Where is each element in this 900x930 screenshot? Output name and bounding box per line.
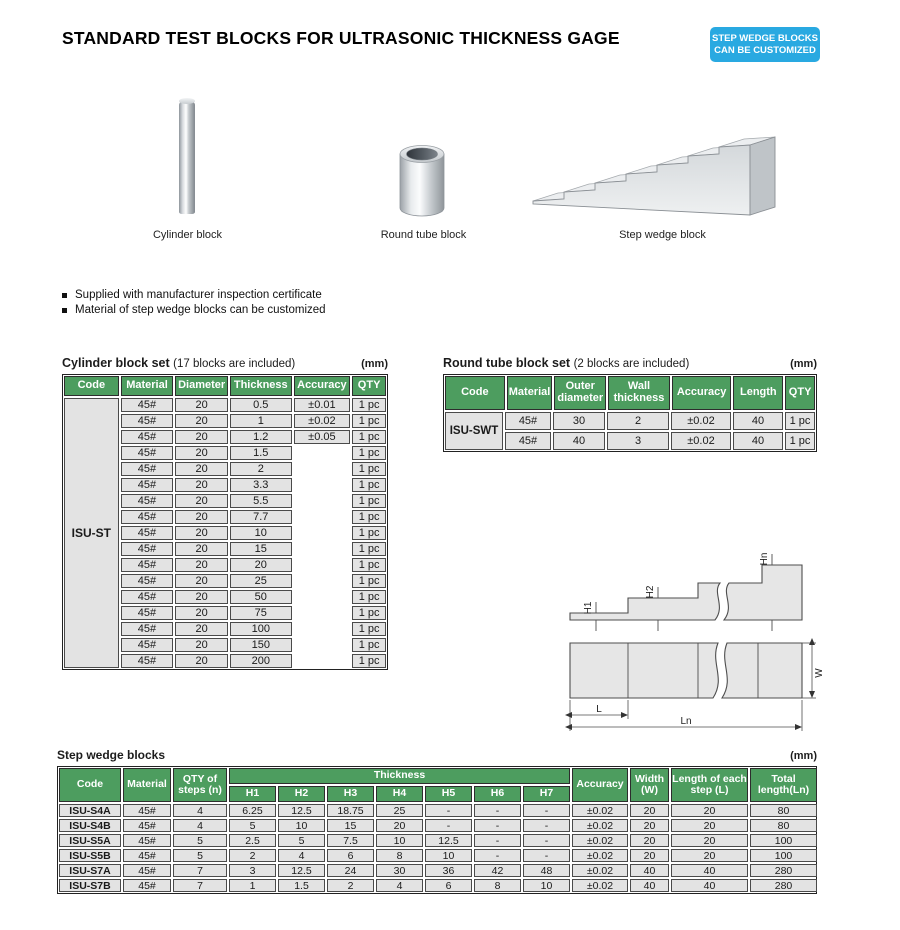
table-cell: - (523, 834, 570, 847)
column-header: Length of each step (L) (671, 768, 748, 802)
column-header: H2 (278, 786, 325, 802)
table-cell: 20 (671, 804, 748, 817)
table-cell: 8 (376, 849, 423, 862)
table-cell: ±0.02 (572, 849, 628, 862)
table-cell: 20 (175, 622, 228, 636)
table-cell: 7.5 (327, 834, 374, 847)
table-cell: 25 (230, 574, 292, 588)
step-wedge-dimension-diagram (550, 528, 870, 733)
table-cell: 1 pc (352, 478, 386, 492)
table-cell: ±0.02 (671, 432, 731, 450)
table-cell: 1 pc (785, 432, 815, 450)
column-header: H3 (327, 786, 374, 802)
table-cell: 20 (630, 849, 669, 862)
table-cell: 5 (173, 849, 227, 862)
table-cell: 1.5 (230, 446, 292, 460)
cylinder-unit-label: (mm) (361, 358, 388, 370)
table-cell: 1 pc (785, 412, 815, 430)
table-cell: 45# (121, 526, 174, 540)
table-cell: 1 (229, 879, 276, 892)
table-cell: 10 (376, 834, 423, 847)
column-header: Material (123, 768, 171, 802)
table-cell: 45# (123, 849, 171, 862)
table-cell: 1 pc (352, 462, 386, 476)
table-cell: 20 (175, 478, 228, 492)
column-header: QTY (352, 376, 386, 396)
table-cell: 0.5 (230, 398, 292, 412)
accuracy-cell: ±0.05 (294, 430, 351, 444)
table-cell: 12.5 (278, 804, 325, 817)
table-cell: 40 (733, 412, 783, 430)
table-cell: 5 (278, 834, 325, 847)
column-header: H7 (523, 786, 570, 802)
table-cell: 45# (123, 804, 171, 817)
step-wedge-table (57, 766, 817, 894)
table-cell: 280 (750, 879, 817, 892)
column-header: Accuracy (572, 768, 628, 802)
column-header: H1 (229, 786, 276, 802)
table-cell: 4 (173, 804, 227, 817)
step-wedge-section (57, 748, 817, 894)
table-cell: 1 pc (352, 494, 386, 508)
table-cell: 40 (630, 879, 669, 892)
table-cell: 1 pc (352, 446, 386, 460)
table-cell: 6.25 (229, 804, 276, 817)
table-cell: ±0.02 (572, 879, 628, 892)
column-header: H4 (376, 786, 423, 802)
table-cell: 20 (630, 819, 669, 832)
code-cell: ISU-S4A (59, 804, 121, 817)
bullet-text: Material of step wedge blocks can be customized (75, 304, 326, 316)
cylinder-block-label: Cylinder block (152, 229, 223, 241)
bullet-item (62, 304, 326, 316)
customization-badge (710, 27, 820, 62)
table-cell: 6 (425, 879, 472, 892)
table-cell: 20 (671, 849, 748, 862)
table-cell: 3 (229, 864, 276, 877)
table-cell: 25 (376, 804, 423, 817)
table-cell: - (474, 834, 521, 847)
badge-line2: CAN BE CUSTOMIZED (714, 44, 816, 56)
table-cell: 45# (121, 574, 174, 588)
column-header: Outer diameter (554, 376, 606, 410)
table-cell: ±0.02 (671, 412, 731, 430)
table-cell: 45# (121, 398, 174, 412)
bullet-item (62, 289, 326, 301)
code-cell: ISU-S5A (59, 834, 121, 847)
table-cell: 100 (230, 622, 292, 636)
table-cell: ±0.02 (572, 819, 628, 832)
table-cell: 1 pc (352, 654, 386, 668)
table-cell: 100 (750, 834, 817, 847)
table-cell: 45# (121, 478, 174, 492)
column-header: Accuracy (294, 376, 351, 396)
table-cell: 45# (121, 430, 174, 444)
table-cell: 100 (750, 849, 817, 862)
thickness-column (230, 398, 292, 668)
table-cell: 80 (750, 804, 817, 817)
table-cell: 45# (121, 462, 174, 476)
table-cell: - (474, 819, 521, 832)
table-cell: 45# (121, 510, 174, 524)
round-tube-table (443, 374, 817, 452)
table-cell: 42 (474, 864, 521, 877)
dim-label-ln: Ln (680, 716, 692, 727)
table-cell: 45# (123, 879, 171, 892)
table-cell: 20 (175, 654, 228, 668)
table-cell: - (425, 804, 472, 817)
dim-label-h1: H1 (583, 601, 594, 615)
table-cell: 2 (229, 849, 276, 862)
table-cell: ±0.02 (572, 804, 628, 817)
table-cell: 45# (123, 864, 171, 877)
table-cell: 45# (121, 542, 174, 556)
table-cell: 1.2 (230, 430, 292, 444)
step-wedge-table-header (59, 768, 815, 802)
table-cell: 1 pc (352, 558, 386, 572)
cylinder-block-image (179, 100, 195, 214)
table-cell: 45# (121, 622, 174, 636)
code-cell: ISU-S7B (59, 879, 121, 892)
table-cell: 280 (750, 864, 817, 877)
table-row (59, 879, 815, 892)
table-cell: 2 (327, 879, 374, 892)
table-cell: 15 (327, 819, 374, 832)
step-wedge-rows (59, 804, 815, 892)
table-cell: 1 pc (352, 430, 386, 444)
accuracy-cell: ±0.02 (294, 414, 351, 428)
table-cell: 10 (425, 849, 472, 862)
dim-label-w: W (814, 668, 825, 678)
table-cell: 1 pc (352, 574, 386, 588)
table-cell: 20 (175, 526, 228, 540)
column-header: H6 (474, 786, 521, 802)
column-header: Code (445, 376, 505, 410)
table-cell: 1 pc (352, 638, 386, 652)
round-tube-image (392, 138, 454, 220)
table-cell: 200 (230, 654, 292, 668)
table-cell: 30 (376, 864, 423, 877)
table-cell: ±0.02 (572, 834, 628, 847)
table-cell: 45# (121, 558, 174, 572)
feature-bullets (62, 289, 326, 319)
column-header: Width (W) (630, 768, 669, 802)
table-cell: 15 (230, 542, 292, 556)
badge-line1: STEP WEDGE BLOCKS (712, 32, 818, 44)
code-column (64, 398, 119, 668)
table-cell: 1 pc (352, 526, 386, 540)
code-cell: ISU-ST (64, 398, 119, 668)
column-header: Total length(Ln) (750, 768, 817, 802)
table-cell: 50 (230, 590, 292, 604)
table-cell: 20 (175, 494, 228, 508)
table-cell: 48 (523, 864, 570, 877)
column-header: H5 (425, 786, 472, 802)
table-cell: 20 (671, 819, 748, 832)
column-header: Diameter (175, 376, 228, 396)
table-cell: 40 (553, 432, 605, 450)
table-cell: - (474, 849, 521, 862)
table-cell: 20 (630, 834, 669, 847)
column-header: Length (733, 376, 783, 410)
bullet-square-icon (62, 308, 67, 313)
column-header: Material (121, 376, 174, 396)
table-cell: - (523, 804, 570, 817)
table-row (59, 864, 815, 877)
table-cell: 1 pc (352, 606, 386, 620)
table-cell: 5 (229, 819, 276, 832)
table-cell: 3.3 (230, 478, 292, 492)
round-tube-unit-label: (mm) (790, 358, 817, 370)
table-cell: 8 (474, 879, 521, 892)
table-cell: 20 (175, 558, 228, 572)
table-cell: 45# (121, 606, 174, 620)
table-cell: 6 (327, 849, 374, 862)
table-cell: 7 (173, 864, 227, 877)
table-cell: 20 (175, 430, 228, 444)
table-cell: 20 (671, 834, 748, 847)
table-cell: 4 (173, 819, 227, 832)
dim-label-l: L (596, 704, 602, 715)
dim-label-hn: Hn (759, 552, 770, 566)
column-header: Material (507, 376, 553, 410)
column-header: QTY (785, 376, 815, 410)
table-cell: 20 (376, 819, 423, 832)
table-cell: - (523, 819, 570, 832)
bullet-text: Supplied with manufacturer inspection certificate (75, 289, 322, 301)
cylinder-table-header (64, 376, 386, 396)
table-cell: 40 (733, 432, 783, 450)
table-cell: 10 (230, 526, 292, 540)
table-cell: 40 (671, 864, 748, 877)
table-row (59, 804, 815, 817)
table-cell: 2.5 (229, 834, 276, 847)
table-cell: 4 (278, 849, 325, 862)
table-row (59, 834, 815, 847)
code-cell: ISU-S5B (59, 849, 121, 862)
column-header: Code (59, 768, 121, 802)
table-cell: 2 (230, 462, 292, 476)
step-wedge-title-bold: Step wedge blocks (57, 748, 166, 762)
round-tube-label: Round tube block (380, 229, 467, 241)
table-cell: 40 (671, 879, 748, 892)
table-cell: - (425, 819, 472, 832)
cylinder-table-body (64, 398, 386, 668)
round-tube-title-note: (2 blocks are included) (573, 358, 690, 370)
table-cell: 3 (607, 432, 669, 450)
table-cell: 12.5 (425, 834, 472, 847)
code-cell: ISU-SWT (445, 412, 503, 450)
table-cell: 75 (230, 606, 292, 620)
page-title: STANDARD TEST BLOCKS FOR ULTRASONIC THICKNESS GAGE (62, 28, 620, 48)
table-row (505, 412, 815, 430)
table-cell: 10 (278, 819, 325, 832)
code-cell: ISU-S4B (59, 819, 121, 832)
material-column (121, 398, 174, 668)
table-cell: 20 (175, 414, 228, 428)
table-cell: 40 (630, 864, 669, 877)
table-cell: 20 (175, 590, 228, 604)
table-cell: 20 (175, 542, 228, 556)
table-cell: 36 (425, 864, 472, 877)
table-cell: 45# (121, 638, 174, 652)
table-cell: 1 pc (352, 622, 386, 636)
round-tube-table-header (445, 376, 815, 410)
cylinder-table-title (62, 356, 388, 370)
column-header: Thickness (229, 768, 570, 784)
table-cell: 1 pc (352, 590, 386, 604)
round-tube-table-body (445, 412, 815, 450)
column-header: Wall thickness (608, 376, 670, 410)
code-cell: ISU-S7A (59, 864, 121, 877)
table-cell: 5.5 (230, 494, 292, 508)
round-tube-rows (505, 412, 815, 450)
table-cell: 45# (505, 432, 551, 450)
step-wedge-unit-label: (mm) (790, 750, 817, 762)
table-cell: - (523, 849, 570, 862)
step-wedge-label: Step wedge block (619, 229, 706, 241)
accuracy-column (294, 398, 351, 668)
table-cell: 1 (230, 414, 292, 428)
table-cell: 45# (121, 590, 174, 604)
table-cell: 20 (175, 462, 228, 476)
table-cell: 7 (173, 879, 227, 892)
table-cell: 2 (607, 412, 669, 430)
table-cell: 20 (630, 804, 669, 817)
table-cell: 1 pc (352, 414, 386, 428)
round-tube-title-bold: Round tube block set (443, 356, 571, 370)
table-row (505, 432, 815, 450)
cylinder-title-note: (17 blocks are included) (173, 358, 296, 370)
table-cell: 1.5 (278, 879, 325, 892)
table-cell: 45# (121, 414, 174, 428)
table-cell: 20 (175, 574, 228, 588)
dim-label-h2: H2 (645, 585, 656, 599)
table-cell: 1 pc (352, 542, 386, 556)
table-cell: 45# (121, 654, 174, 668)
table-cell: 45# (123, 834, 171, 847)
column-header: Accuracy (672, 376, 732, 410)
table-cell: 1 pc (352, 398, 386, 412)
table-cell: 7.7 (230, 510, 292, 524)
qty-column (352, 398, 386, 668)
table-cell: 20 (175, 398, 228, 412)
table-cell: 45# (505, 412, 551, 430)
table-cell: 12.5 (278, 864, 325, 877)
table-cell: 150 (230, 638, 292, 652)
diameter-column (175, 398, 228, 668)
step-wedge-image (525, 130, 803, 230)
table-cell: 24 (327, 864, 374, 877)
table-cell: 80 (750, 819, 817, 832)
column-header: QTY of steps (n) (173, 768, 227, 802)
table-cell: 45# (123, 819, 171, 832)
table-cell: 20 (175, 638, 228, 652)
table-row (59, 819, 815, 832)
table-cell: 20 (175, 510, 228, 524)
table-cell: ±0.02 (572, 864, 628, 877)
table-cell: 20 (230, 558, 292, 572)
column-header: Code (64, 376, 119, 396)
bullet-square-icon (62, 293, 67, 298)
round-tube-set-section (443, 356, 817, 452)
table-cell: 30 (553, 412, 605, 430)
table-cell: 1 pc (352, 510, 386, 524)
cylinder-block-set-section (62, 356, 388, 670)
round-tube-table-title (443, 356, 817, 370)
table-cell: 20 (175, 606, 228, 620)
cylinder-table (62, 374, 388, 670)
table-cell: 45# (121, 494, 174, 508)
table-cell: 5 (173, 834, 227, 847)
step-wedge-table-title (57, 748, 817, 762)
table-cell: 18.75 (327, 804, 374, 817)
cylinder-title-bold: Cylinder block set (62, 356, 170, 370)
table-cell: 45# (121, 446, 174, 460)
table-cell: - (474, 804, 521, 817)
table-cell: 10 (523, 879, 570, 892)
table-cell: 20 (175, 446, 228, 460)
accuracy-cell: ±0.01 (294, 398, 351, 412)
code-column (445, 412, 503, 450)
table-cell: 4 (376, 879, 423, 892)
column-header: Thickness (230, 376, 292, 396)
table-row (59, 849, 815, 862)
